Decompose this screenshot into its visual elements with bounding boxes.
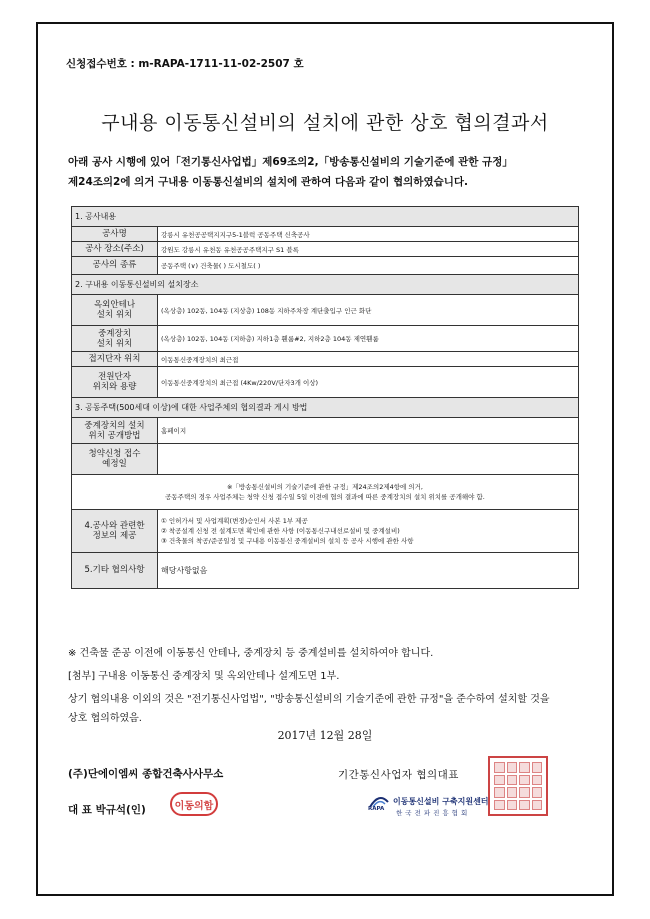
value-other-matters: 해당사항없음 xyxy=(158,553,579,589)
section-1-header: 1. 공사내용 xyxy=(72,207,579,227)
list-item: ② 착공설계 신청 전 설계도면 확인에 관한 사항 (이동통신구내선로설비 및 중계설비) xyxy=(161,527,400,535)
footer-note-3: 상기 협의내용 이외의 것은 "전기통신사업법", "방송통신설비의 기술기준에 관한 규정"을 준수하여 설치할 것을 xyxy=(68,694,550,705)
value-subscription-date xyxy=(158,444,579,475)
value-project-name: 강릉시 유천공공택지지구5-1블럭 공동주택 신축공사 xyxy=(158,227,579,242)
value-outdoor-antenna: (옥상층) 102동, 104동 (지상층) 108동 지하주차장 계단출입구 인근 화단 xyxy=(158,295,579,326)
rapa-logo-text: RAPA xyxy=(368,806,385,812)
footer-note-2: [첨부] 구내용 이동통신 중계장치 및 옥외안테나 설계도면 1부. xyxy=(68,671,340,682)
agreement-table xyxy=(71,206,579,589)
value-project-type: 공동주택 (∨) 건축물( ) 도시철도( ) xyxy=(158,257,579,275)
agency-label: 기간통신사업자 협의대표 xyxy=(338,769,459,781)
section-3-header: 3. 공동주택(500세대 이상)에 대한 사업주체의 협의결과 게시 방법 xyxy=(72,398,579,418)
value-disclosure-method: 홈페이지 xyxy=(158,418,579,444)
value-ground-terminal: 이동통신중계장치의 최근접 xyxy=(158,352,579,367)
label-project-address: 공사 장소(주소) xyxy=(72,242,158,257)
label-info-provision: 4.공사와 관련한 정보의 제공 xyxy=(72,510,158,553)
agency-seal xyxy=(488,756,548,816)
label-subscription-date: 청약신청 접수 예정일 xyxy=(72,444,158,475)
agency-name: 이동통신설비 구축지원센터 xyxy=(393,797,489,806)
value-project-address: 강원도 강릉시 유천동 유천공공주택지구 S1 블록 xyxy=(158,242,579,257)
company-name: (주)단에이엠씨 종합건축사사무소 xyxy=(68,768,224,780)
agency-subtitle: 한국전파진흥협회 xyxy=(396,809,471,817)
footer-note-4: 상호 협의하였음. xyxy=(68,713,142,724)
section-3-note: ※「방송통신설비의 기술기준에 관한 규정」제24조의2제4항에 의거, 공동주택의 경우 사업주체는 청약 신청 접수일 5일 이전에 협의 결과에 따른 중계장치의 설치 위치를 공개해야 함. xyxy=(72,475,579,510)
value-repeater-location: (옥상층) 102동, 104동 (지하층) 지하1층 휀룸#2, 지하2층 104동 제연휀룸 xyxy=(158,326,579,352)
label-power-terminal: 전원단자 위치와 용량 xyxy=(72,367,158,398)
document-title: 구내용 이동통신설비의 설치에 관한 상호 협의결과서 xyxy=(101,112,549,134)
value-info-provision xyxy=(158,510,579,553)
label-other-matters: 5.기타 협의사항 xyxy=(72,553,158,589)
representative-name: 대 표 박규석(인) xyxy=(68,804,146,816)
intro-line-2: 제24조의2에 의거 구내용 이동통신설비의 설치에 관하여 다음과 같이 협의하였습니다. xyxy=(68,176,469,188)
intro-paragraph xyxy=(68,152,513,192)
list-item: ① 인허가서 및 사업계획(변경)승인서 사본 1부 제공 xyxy=(161,517,308,525)
footer-note-1: ※ 건축물 준공 이전에 이동통신 안테나, 중계장치 등 중계설비를 설치하여야 합니다. xyxy=(68,648,434,659)
label-project-name: 공사명 xyxy=(72,227,158,242)
section-2-header: 2. 구내용 이동통신설비의 설치장소 xyxy=(72,275,579,295)
intro-line-1: 아래 공사 시행에 있어「전기통신사업법」제69조의2,「방송통신설비의 기술기준에 관한 규정」 xyxy=(68,156,513,168)
label-ground-terminal: 접지단자 위치 xyxy=(72,352,158,367)
label-outdoor-antenna: 옥외안테나 설치 위치 xyxy=(72,295,158,326)
list-item: ③ 건축물의 착공/준공일정 및 구내용 이동통신 중계설비의 설치 등 공사 시행에 관한 사항 xyxy=(161,537,414,545)
label-project-type: 공사의 종류 xyxy=(72,257,158,275)
company-stamp: 이동의함 xyxy=(170,792,218,816)
label-disclosure-method: 중계장치의 설치 위치 공개방법 xyxy=(72,418,158,444)
document-sheet xyxy=(36,22,614,896)
receipt-number: 신청접수번호 : m-RAPA-1711-11-02-2507 호 xyxy=(66,58,304,70)
document-date: 2017년 12월 28일 xyxy=(277,729,373,742)
value-power-terminal: 이동통신중계장치의 최근접 (4Kw/220V/단자3개 이상) xyxy=(158,367,579,398)
label-repeater-location: 중계장치 설치 위치 xyxy=(72,326,158,352)
